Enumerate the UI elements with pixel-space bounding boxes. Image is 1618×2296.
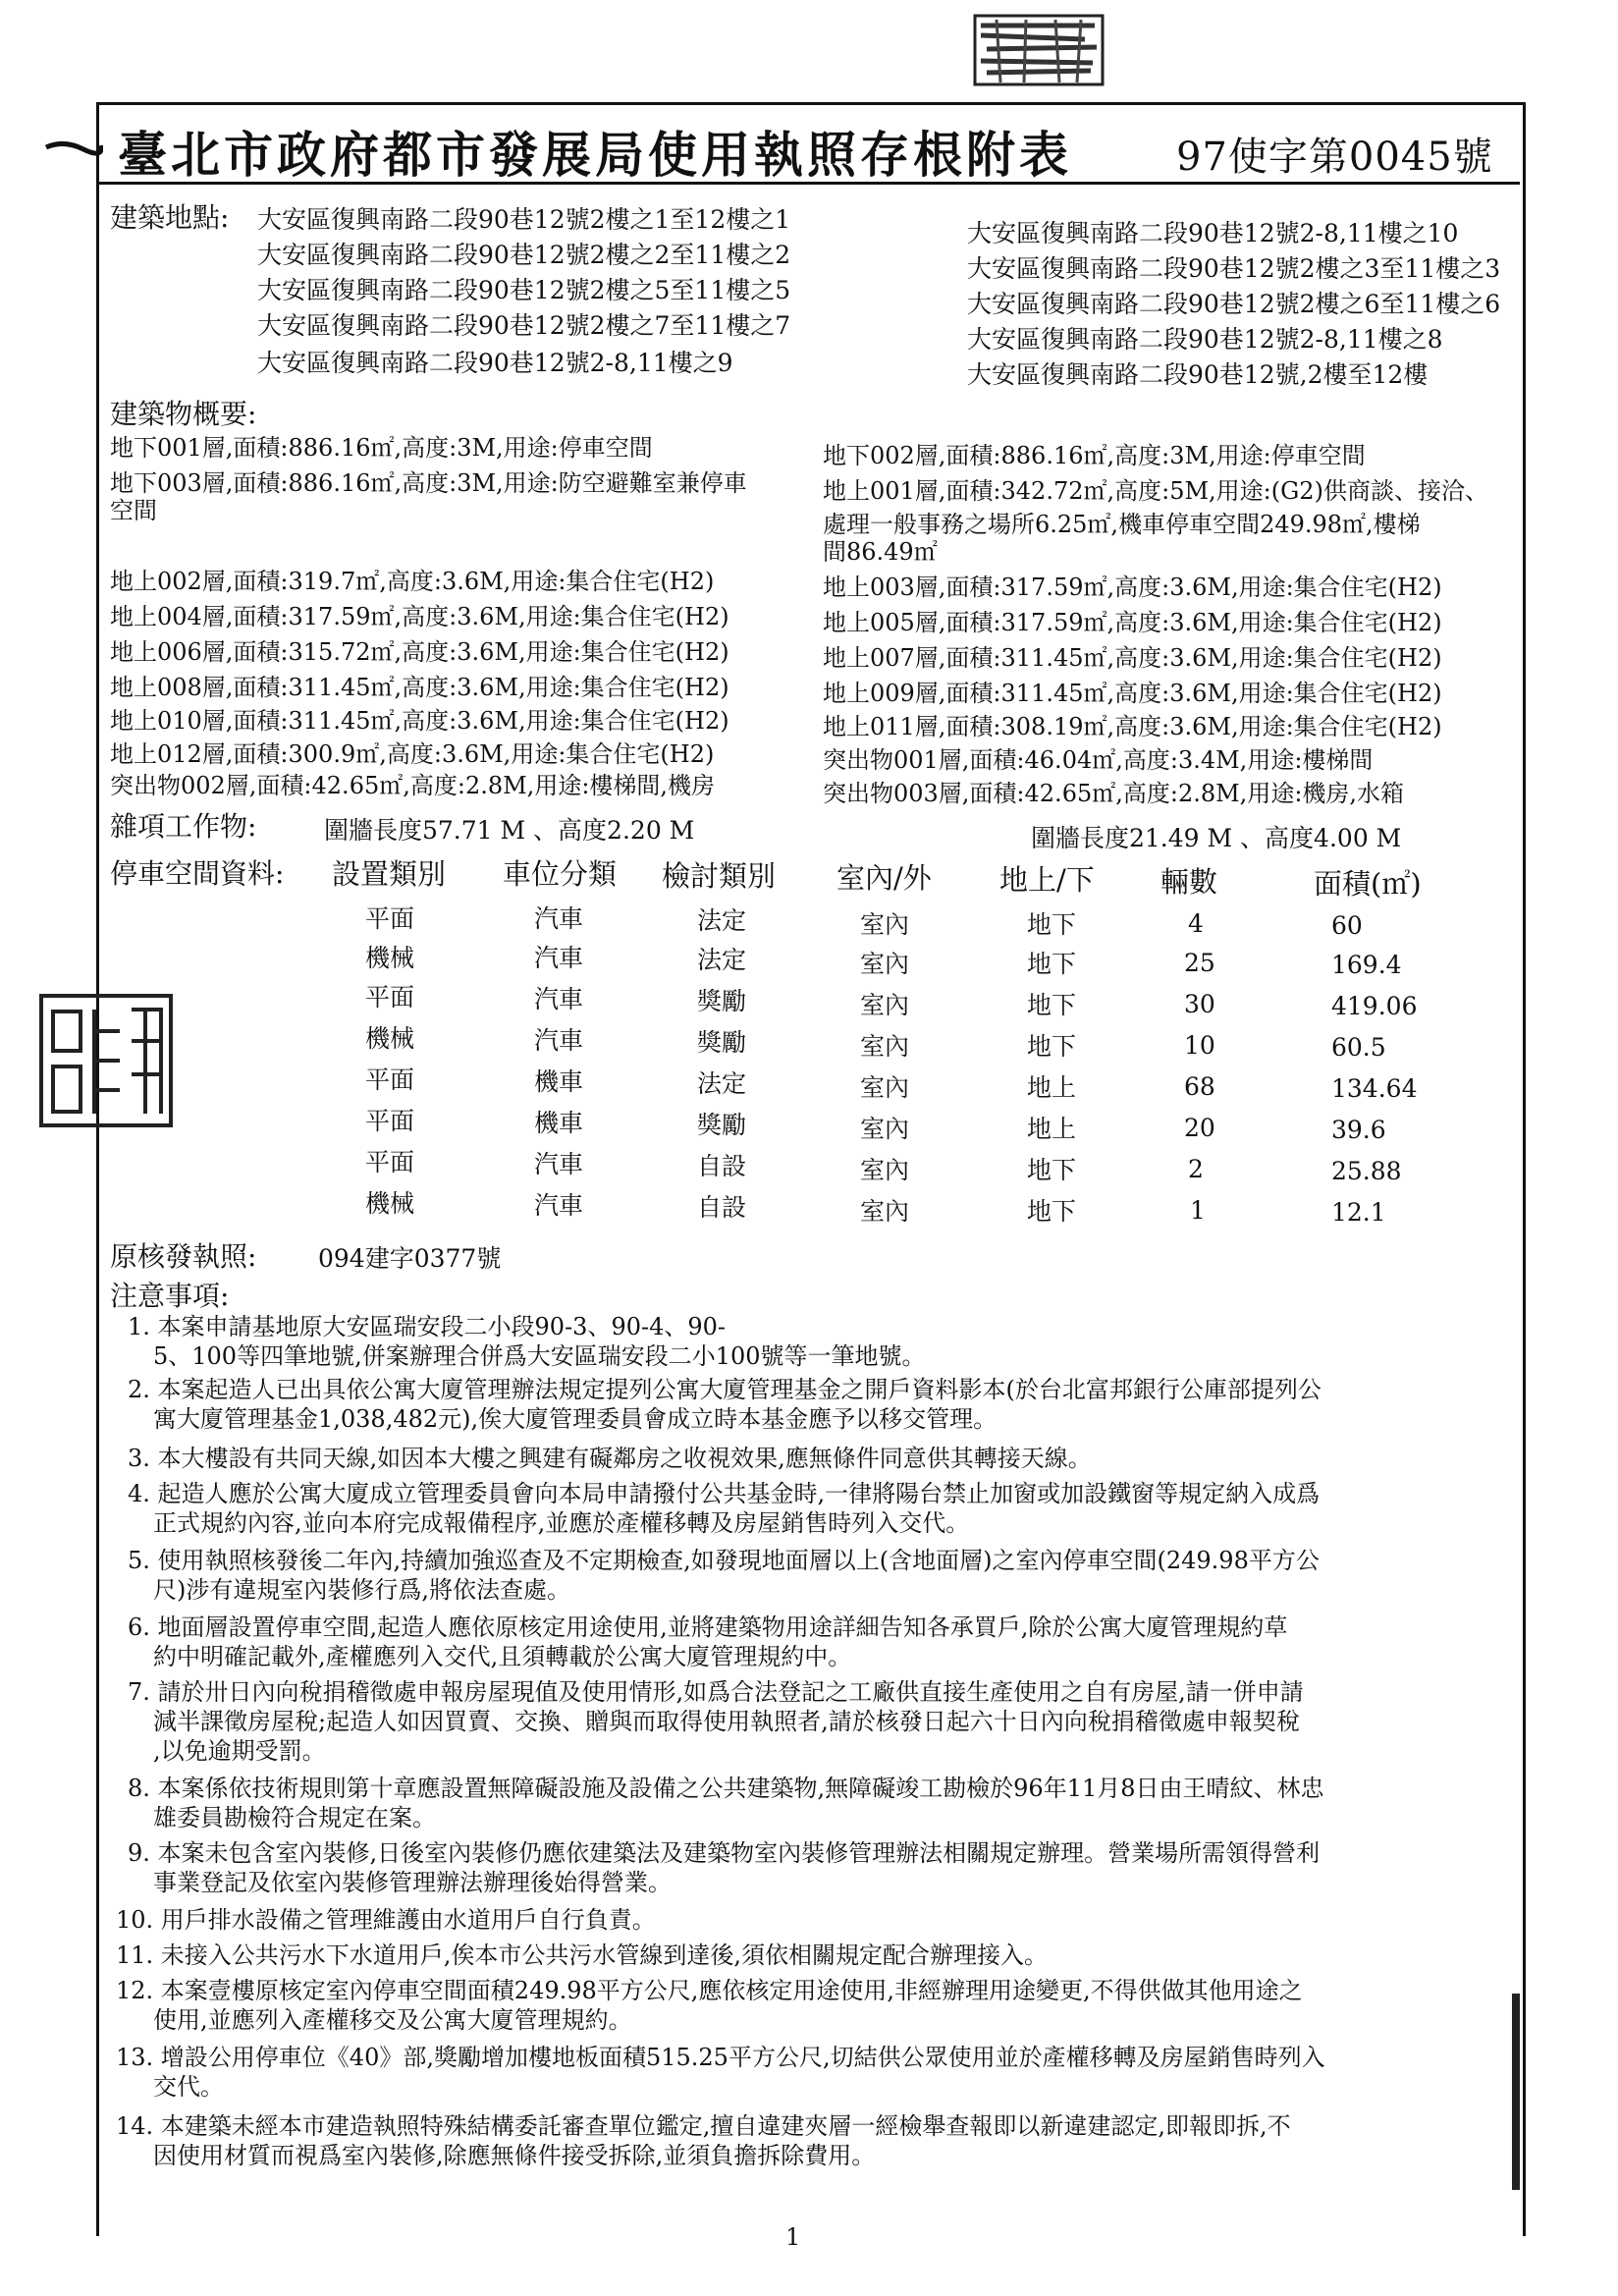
parking-cell-indoor: 室內 <box>860 1197 910 1226</box>
parking-cell-level: 地下 <box>1027 991 1077 1019</box>
parking-cell-indoor: 室內 <box>860 910 910 939</box>
note-14-line-1: 14. 本建築未經本市建造執照特殊結構委託審查單位鑑定,擅自違建夾層一經檢舉查報即以新違建認定,即報即拆,不 <box>116 2112 1291 2140</box>
note-13-line-2: 交代。 <box>153 2073 224 2101</box>
parking-cell-type: 機械 <box>365 944 415 972</box>
overview-left-8: 地上010層,面積:311.45㎡,高度:3.6M,用途:集合住宅(H2) <box>110 707 729 735</box>
note-6-line-2: 約中明確記載外,產權應列入交代,且須轉載於公寓大廈管理規約中。 <box>153 1643 852 1670</box>
parking-cell-indoor: 室內 <box>860 1156 910 1184</box>
overview-left-7: 地上008層,面積:311.45㎡,高度:3.6M,用途:集合住宅(H2) <box>110 674 729 701</box>
address-left-5: 大安區復興南路二段90巷12號2-8,11樓之9 <box>257 349 733 377</box>
parking-cell-area: 60.5 <box>1331 1033 1386 1062</box>
parking-cell-count: 2 <box>1188 1155 1204 1183</box>
note-2-line-1: 2. 本案起造人已出具依公寓大廈管理辦法規定提列公寓大廈管理基金之開戶資料影本(於台北富邦銀行公庫部提列公 <box>128 1376 1321 1403</box>
parking-header-indoor: 室內/外 <box>836 861 932 895</box>
overview-left-9: 地上012層,面積:300.9㎡,高度:3.6M,用途:集合住宅(H2) <box>110 740 715 768</box>
overview-right-10: 突出物001層,面積:46.04㎡,高度:3.4M,用途:樓梯間 <box>823 746 1374 774</box>
parking-cell-vehicle: 汽車 <box>534 1026 584 1055</box>
parking-cell-area: 60 <box>1331 911 1363 940</box>
overview-left-4: 地上002層,面積:319.7㎡,高度:3.6M,用途:集合住宅(H2) <box>110 568 715 595</box>
original-license-label: 原核發執照: <box>110 1240 257 1273</box>
parking-cell-review: 法定 <box>697 906 747 935</box>
parking-cell-review: 法定 <box>697 1069 747 1098</box>
parking-cell-vehicle: 汽車 <box>534 1150 584 1178</box>
parking-label: 停車空間資料: <box>110 857 285 890</box>
overview-left-6: 地上006層,面積:315.72㎡,高度:3.6M,用途:集合住宅(H2) <box>110 638 729 666</box>
note-12-line-2: 使用,並應列入產權移交及公寓大廈管理規約。 <box>153 2006 632 2034</box>
note-4-line-2: 正式規約內容,並向本府完成報備程序,並應於產權移轉及房屋銷售時列入交代。 <box>153 1509 970 1537</box>
note-8-line-1: 8. 本案係依技術規則第十章應設置無障礙設施及設備之公共建築物,無障礙竣工勘檢於96年11月8日由王晴紋、林忠 <box>128 1775 1324 1802</box>
overview-right-11: 突出物003層,面積:42.65㎡,高度:2.8M,用途:機房,水箱 <box>823 780 1405 807</box>
note-11-line-1: 11. 未接入公共污水下水道用戶,俟本市公共污水管線到達後,須依相關規定配合辦理接入。 <box>116 1941 1049 1969</box>
parking-cell-review: 法定 <box>697 946 747 974</box>
note-7-line-1: 7. 請於卅日內向稅捐稽徵處申報房屋現值及使用情形,如爲合法登記之工廠供直接生產使用之自有房屋,請一併申請 <box>128 1678 1304 1706</box>
overview-left-2: 地下003層,面積:886.16㎡,高度:3M,用途:防空避難室兼停車 <box>110 469 747 497</box>
original-license-value: 094建字0377號 <box>318 1244 502 1273</box>
address-right-3: 大安區復興南路二段90巷12號2樓之6至11樓之6 <box>967 290 1501 318</box>
parking-cell-count: 25 <box>1184 949 1215 977</box>
parking-cell-area: 25.88 <box>1331 1157 1402 1185</box>
note-7-line-3: ,以免逾期受罰。 <box>153 1737 326 1765</box>
parking-cell-indoor: 室內 <box>860 1073 910 1102</box>
parking-cell-indoor: 室內 <box>860 950 910 978</box>
parking-cell-area: 419.06 <box>1331 992 1418 1020</box>
parking-cell-review: 獎勵 <box>697 1028 747 1057</box>
parking-cell-type: 平面 <box>365 1107 415 1135</box>
ink-smear-icon <box>44 137 103 157</box>
parking-cell-level: 地下 <box>1027 950 1077 978</box>
misc-left: 圍牆長度57.71 M 、高度2.20 M <box>324 816 695 845</box>
parking-cell-level: 地上 <box>1027 1073 1077 1102</box>
overview-right-6: 地上005層,面積:317.59㎡,高度:3.6M,用途:集合住宅(H2) <box>823 609 1442 636</box>
note-12-line-1: 12. 本案壹樓原核定室內停車空間面積249.98平方公尺,應依核定用途使用,非經辦理用途變更,不得供做其他用途之 <box>116 1977 1303 2004</box>
note-1-line-1: 1. 本案申請基地原大安區瑞安段二小段90-3、90-4、90- <box>128 1313 727 1340</box>
note-3-line-1: 3. 本大樓設有共同天線,如因本大樓之興建有礙鄰房之收視效果,應無條件同意供其轉接天線。 <box>128 1445 1092 1472</box>
parking-cell-count: 68 <box>1184 1072 1215 1101</box>
parking-cell-type: 平面 <box>365 1066 415 1094</box>
misc-label: 雜項工作物: <box>110 810 257 843</box>
location-label: 建築地點: <box>110 201 230 234</box>
overview-right-7: 地上007層,面積:311.45㎡,高度:3.6M,用途:集合住宅(H2) <box>823 644 1442 672</box>
address-right-1: 大安區復興南路二段90巷12號2-8,11樓之10 <box>967 219 1459 247</box>
address-right-5: 大安區復興南路二段90巷12號,2樓至12樓 <box>967 360 1429 389</box>
address-right-4: 大安區復興南路二段90巷12號2-8,11樓之8 <box>967 325 1443 354</box>
document-title: 臺北市政府都市發展局使用執照存根附表 <box>118 126 1072 184</box>
parking-cell-level: 地下 <box>1027 1156 1077 1184</box>
overview-right-5: 地上003層,面積:317.59㎡,高度:3.6M,用途:集合住宅(H2) <box>823 574 1442 601</box>
overview-left-3: 空間 <box>110 497 157 524</box>
parking-cell-vehicle: 汽車 <box>534 944 584 972</box>
note-2-line-2: 寓大廈管理基金1,038,482元),俟大廈管理委員會成立時本基金應予以移交管理。 <box>153 1405 998 1433</box>
parking-cell-vehicle: 機車 <box>534 1067 584 1096</box>
parking-cell-review: 獎勵 <box>697 987 747 1015</box>
parking-cell-vehicle: 機車 <box>534 1109 584 1137</box>
parking-cell-type: 平面 <box>365 904 415 933</box>
page-number: 1 <box>785 2223 801 2251</box>
document-number: 97使字第0045號 <box>1176 135 1493 180</box>
parking-header-area: 面積(㎡) <box>1314 867 1422 901</box>
address-left-3: 大安區復興南路二段90巷12號2樓之5至11樓之5 <box>257 276 791 304</box>
parking-cell-count: 30 <box>1184 990 1215 1018</box>
parking-cell-type: 機械 <box>365 1024 415 1053</box>
overview-left-5: 地上004層,面積:317.59㎡,高度:3.6M,用途:集合住宅(H2) <box>110 603 729 630</box>
parking-cell-count: 10 <box>1184 1031 1215 1060</box>
parking-cell-vehicle: 汽車 <box>534 985 584 1013</box>
address-left-1: 大安區復興南路二段90巷12號2樓之1至12樓之1 <box>257 205 791 234</box>
official-seal-icon <box>37 992 175 1129</box>
parking-cell-count: 4 <box>1188 909 1204 938</box>
note-13-line-1: 13. 增設公用停車位《40》部,獎勵增加樓地板面積515.25平方公尺,切結供公眾使用並於產權移轉及房屋銷售時列入 <box>116 2044 1325 2071</box>
parking-cell-indoor: 室內 <box>860 991 910 1019</box>
parking-header-type: 設置類別 <box>332 857 447 891</box>
parking-cell-review: 獎勵 <box>697 1111 747 1139</box>
overview-left-1: 地下001層,面積:886.16㎡,高度:3M,用途:停車空間 <box>110 434 653 462</box>
overview-right-2: 地上001層,面積:342.72㎡,高度:5M,用途:(G2)供商談、接洽、 <box>823 477 1488 505</box>
note-8-line-2: 雄委員勘檢符合規定在案。 <box>153 1804 436 1831</box>
overview-right-8: 地上009層,面積:311.45㎡,高度:3.6M,用途:集合住宅(H2) <box>823 680 1442 707</box>
note-4-line-1: 4. 起造人應於公寓大廈成立管理委員會向本局申請撥付公共基金時,一律將陽台禁止加窗或加設鐵窗等規定納入成爲 <box>128 1480 1321 1507</box>
misc-right: 圍牆長度21.49 M 、高度4.00 M <box>1031 824 1402 852</box>
address-left-2: 大安區復興南路二段90巷12號2樓之2至11樓之2 <box>257 241 791 269</box>
parking-cell-area: 169.4 <box>1331 951 1402 979</box>
parking-cell-review: 自設 <box>697 1152 747 1180</box>
note-10-line-1: 10. 用戶排水設備之管理維護由水道用戶自行負責。 <box>116 1906 656 1934</box>
overview-right-1: 地下002層,面積:886.16㎡,高度:3M,用途:停車空間 <box>823 442 1366 469</box>
parking-cell-review: 自設 <box>697 1193 747 1222</box>
note-5-line-1: 5. 使用執照核發後二年內,持續加強巡查及不定期檢查,如發現地面層以上(含地面層)之室內停車空間(249.98平方公 <box>128 1547 1320 1574</box>
parking-cell-type: 機械 <box>365 1189 415 1218</box>
parking-cell-count: 1 <box>1190 1196 1206 1225</box>
parking-cell-level: 地下 <box>1027 1197 1077 1226</box>
parking-cell-indoor: 室內 <box>860 1032 910 1061</box>
parking-cell-area: 12.1 <box>1331 1198 1386 1227</box>
overview-right-3: 處理一般事務之場所6.25㎡,機車停車空間249.98㎡,樓梯 <box>823 511 1421 538</box>
address-right-2: 大安區復興南路二段90巷12號2樓之3至11樓之3 <box>967 254 1501 283</box>
overview-label: 建築物概要: <box>110 398 257 430</box>
overview-right-4: 間86.49㎡ <box>823 538 938 566</box>
parking-header-count: 輛數 <box>1160 865 1218 899</box>
note-9-line-1: 9. 本案未包含室內裝修,日後室內裝修仍應依建築法及建築物室內裝修管理辦法相關規定辦理。營業場所需領得營利 <box>128 1839 1321 1867</box>
parking-cell-indoor: 室內 <box>860 1115 910 1143</box>
parking-cell-level: 地下 <box>1027 1032 1077 1061</box>
overview-right-9: 地上011層,面積:308.19㎡,高度:3.6M,用途:集合住宅(H2) <box>823 713 1442 740</box>
parking-header-vehicle: 車位分類 <box>503 857 618 891</box>
parking-cell-vehicle: 汽車 <box>534 904 584 933</box>
note-1-line-2: 5、100等四筆地號,併案辦理合併爲大安區瑞安段二小100號等一筆地號。 <box>153 1342 926 1370</box>
parking-header-level: 地上/下 <box>999 863 1095 897</box>
note-5-line-2: 尺)涉有違規室內裝修行爲,將依法查處。 <box>153 1576 570 1604</box>
parking-cell-vehicle: 汽車 <box>534 1191 584 1220</box>
notes-label: 注意事項: <box>110 1280 230 1312</box>
parking-cell-type: 平面 <box>365 983 415 1011</box>
note-14-line-2: 因使用材質而視爲室內裝修,除應無條件接受拆除,並須負擔拆除費用。 <box>153 2142 876 2169</box>
parking-cell-area: 134.64 <box>1331 1074 1418 1103</box>
parking-header-review: 檢討類別 <box>662 859 777 893</box>
parking-cell-level: 地上 <box>1027 1115 1077 1143</box>
note-9-line-2: 事業登記及依室內裝修管理辦法辦理後始得營業。 <box>153 1869 672 1896</box>
parking-cell-type: 平面 <box>365 1148 415 1176</box>
parking-cell-level: 地下 <box>1027 910 1077 939</box>
parking-cell-count: 20 <box>1184 1114 1215 1142</box>
parking-cell-area: 39.6 <box>1331 1116 1386 1144</box>
overview-left-10: 突出物002層,面積:42.65㎡,高度:2.8M,用途:樓梯間,機房 <box>110 772 716 799</box>
scan-edge-mark <box>1512 1994 1520 2190</box>
top-stamp-icon <box>967 6 1114 96</box>
note-6-line-1: 6. 地面層設置停車空間,起造人應依原核定用途使用,並將建築物用途詳細告知各承買戶,除於公寓大廈管理規約草 <box>128 1613 1288 1641</box>
note-7-line-2: 減半課徵房屋稅;起造人如因買賣、交換、贈與而取得使用執照者,請於核發日起六十日內向稅捐稽徵處申報契稅 <box>153 1708 1300 1735</box>
address-left-4: 大安區復興南路二段90巷12號2樓之7至11樓之7 <box>257 311 791 340</box>
